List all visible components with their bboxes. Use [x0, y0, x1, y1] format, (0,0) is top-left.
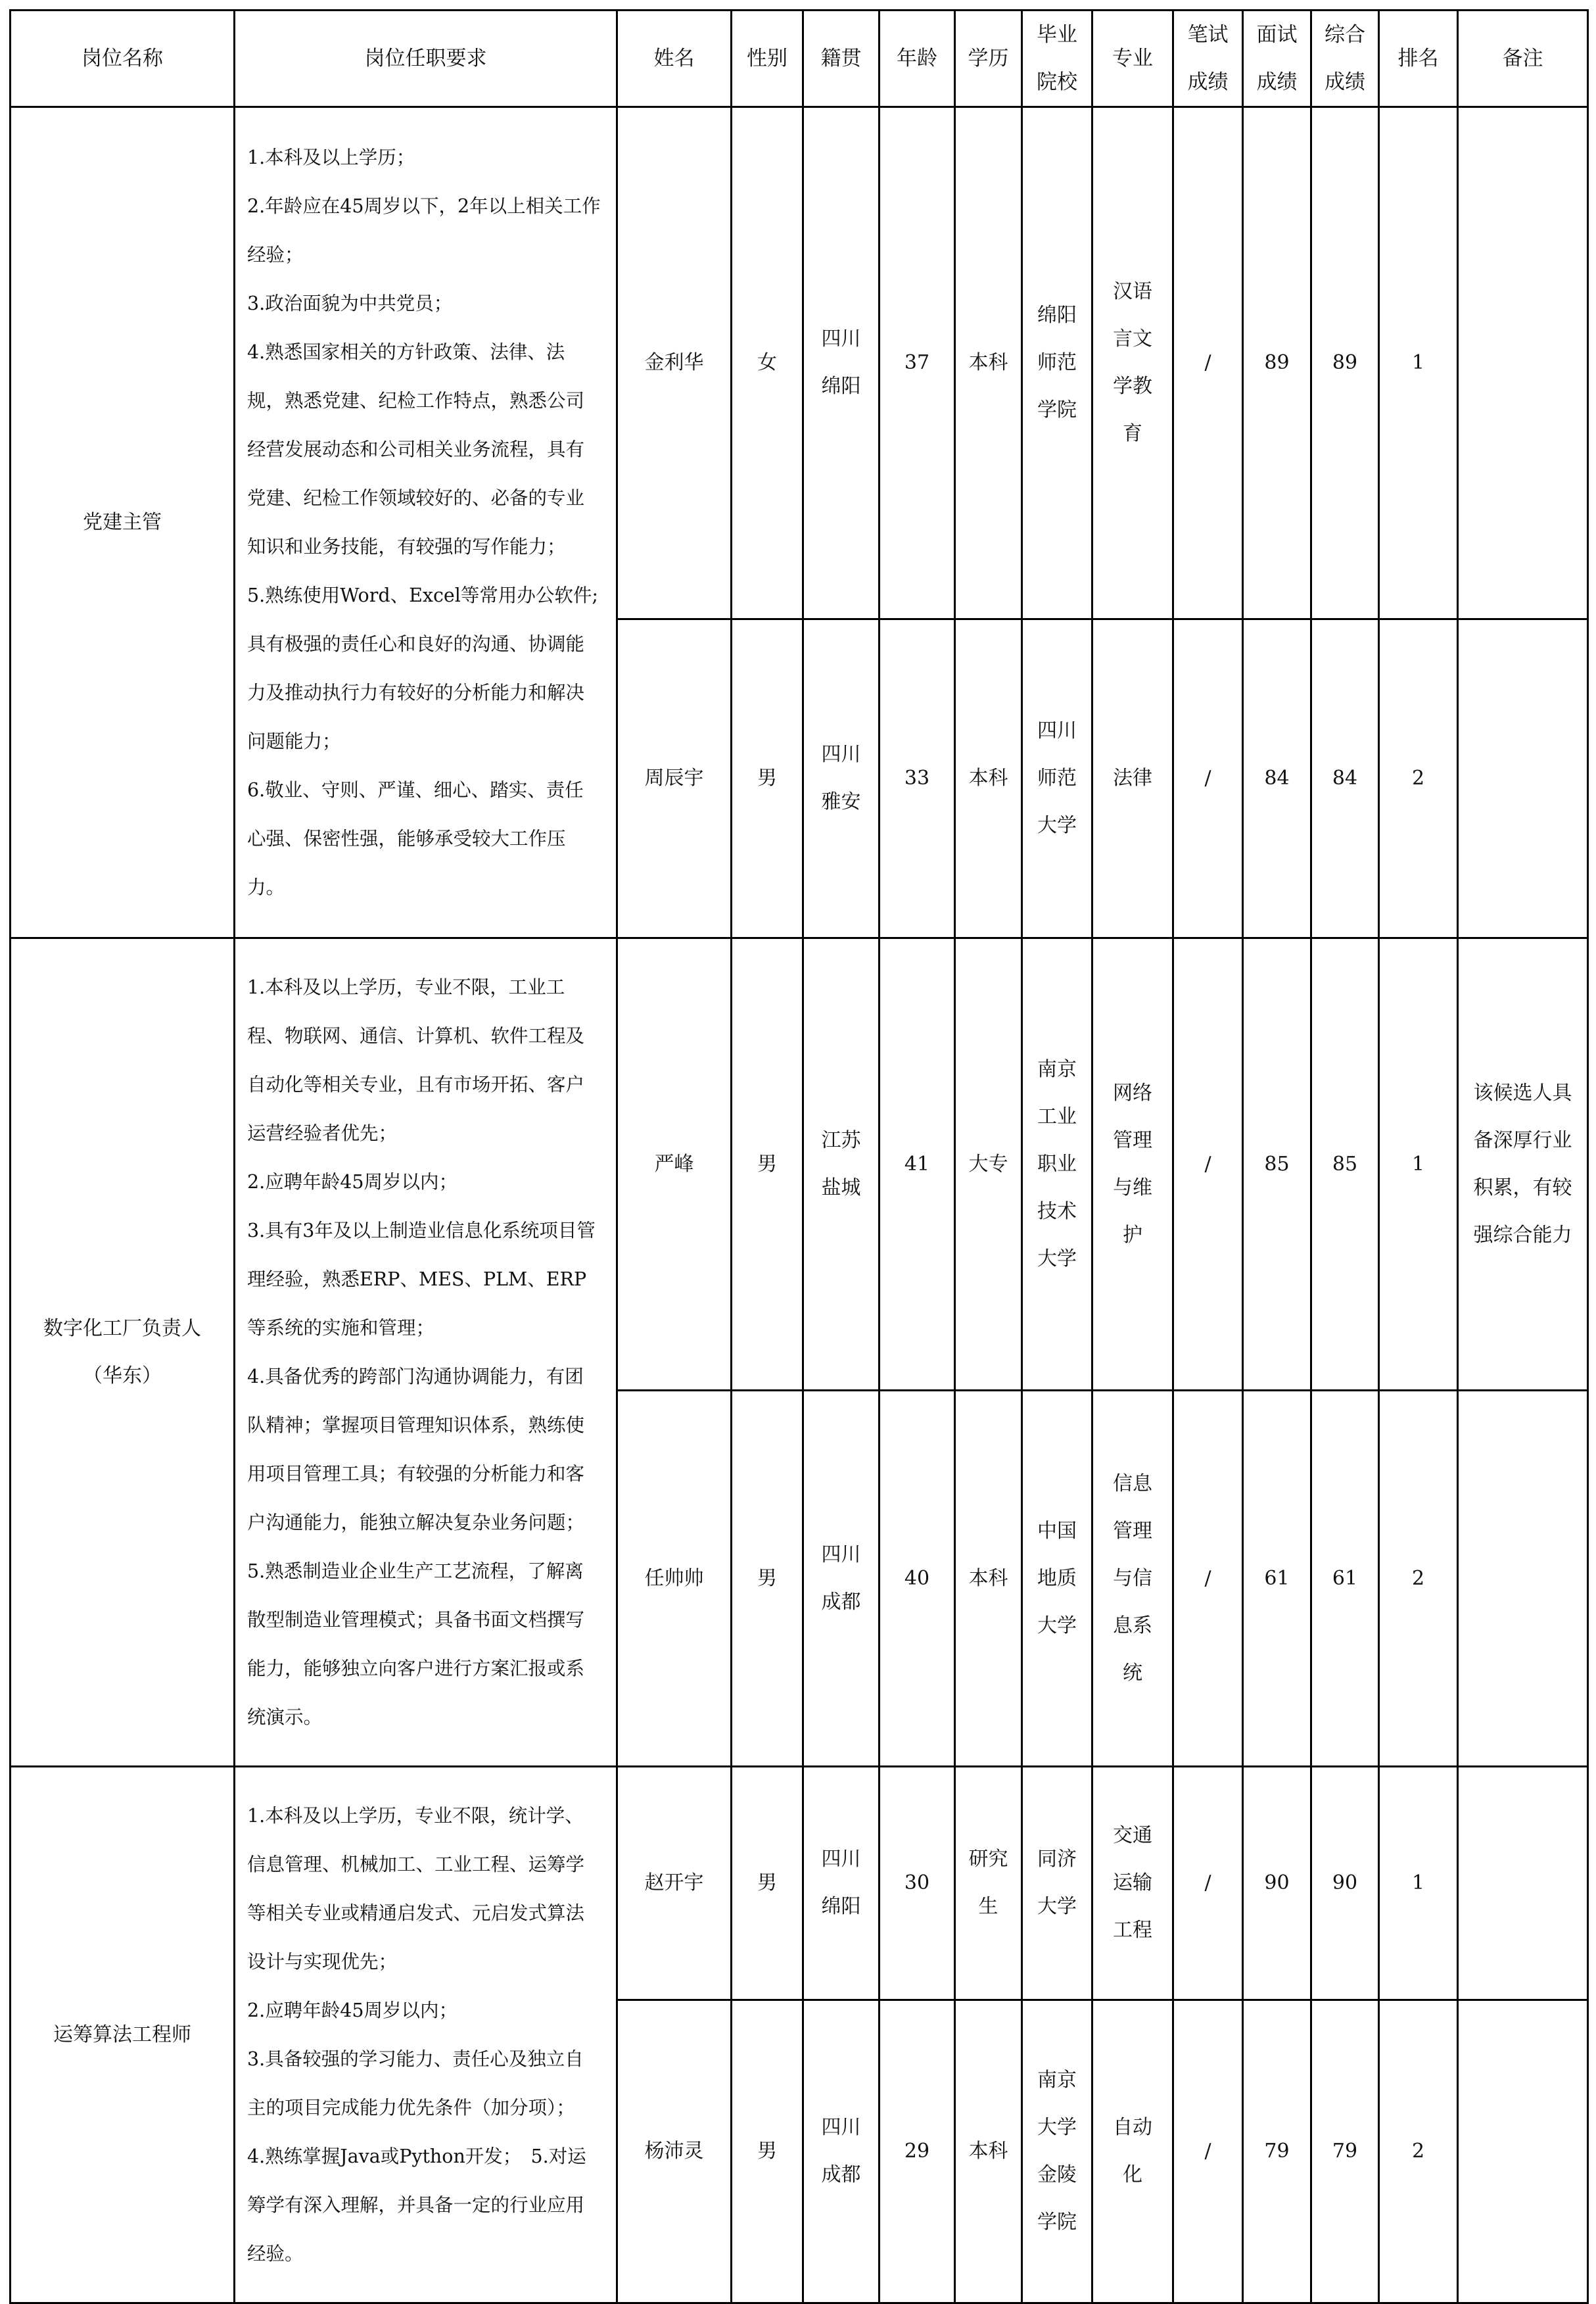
total-score: 89: [1311, 107, 1379, 619]
requirement-item: 3.具备较强的学习能力、责任心及独立自主的项目完成能力优先条件（加分项）；: [247, 2048, 584, 2119]
candidate-hometown-line: 四川: [821, 743, 861, 766]
header-name: 姓名: [617, 11, 732, 107]
position-title: [11, 1767, 235, 2303]
candidate-major-line: 管理: [1113, 1519, 1152, 1543]
candidate-name: 周辰宇: [617, 619, 732, 938]
candidate-school-line: 四川: [1037, 719, 1077, 742]
candidate-school: [1022, 1391, 1092, 1767]
candidate-hometown: [803, 938, 880, 1391]
position-title-line: 运筹算法工程师: [53, 2023, 191, 2046]
candidate-name: 严峰: [617, 938, 732, 1391]
interview-score: 90: [1243, 1767, 1311, 2000]
candidate-remarks: [1458, 619, 1588, 938]
written-score: /: [1173, 619, 1243, 938]
candidate-education: [955, 107, 1022, 619]
header-gender: 性别: [732, 11, 803, 107]
candidate-major: [1092, 619, 1173, 938]
header-row: [11, 11, 1588, 107]
candidate-remarks: 该候选人具备深厚行业积累，有较强综合能力: [1458, 938, 1588, 1391]
candidate-gender: 男: [732, 619, 803, 938]
header-remarks: 备注: [1458, 11, 1588, 107]
candidate-major-line: 管理: [1113, 1128, 1152, 1152]
requirement-item: 4.熟练掌握Java或Python开发； 5.对运筹学有深入理解，并具备一定的行业应用经验。: [247, 2145, 586, 2265]
candidate-education: [955, 619, 1022, 938]
requirement-item: 1.本科及以上学历，专业不限，工业工程、物联网、通信、计算机、软件工程及自动化等相关专业，且有市场开拓、客户运营经验者优先；: [247, 976, 585, 1144]
candidate-remarks: [1458, 2000, 1588, 2303]
header-education: 学历: [955, 11, 1022, 107]
candidate-name: 赵开宇: [617, 1767, 732, 2000]
candidate-age: 29: [880, 2000, 955, 2303]
candidate-school-line: 大学: [1037, 814, 1077, 837]
candidate-school-line: 学院: [1037, 2211, 1077, 2234]
candidate-major-line: 交通: [1113, 1824, 1152, 1847]
candidate-hometown-line: 四川: [821, 1543, 861, 1566]
written-score: /: [1173, 1391, 1243, 1767]
header-written-line: 成绩: [1187, 70, 1229, 94]
candidate-school-line: 绵阳: [1037, 304, 1077, 327]
candidate-education-line: 本科: [968, 767, 1008, 790]
requirement-item: 2.应聘年龄45周岁以内；: [247, 1999, 458, 2021]
candidate-education: [955, 1391, 1022, 1767]
candidate-major-line: 化: [1123, 2163, 1142, 2186]
candidate-hometown-line: 成都: [821, 1590, 861, 1614]
total-score: 61: [1311, 1391, 1379, 1767]
candidate-hometown: [803, 107, 880, 619]
header-rank: 排名: [1379, 11, 1458, 107]
candidate-hometown: [803, 619, 880, 938]
position-title-line: 党建主管: [83, 510, 162, 534]
requirement-item: 3.具有3年及以上制造业信息化系统项目管理经验，熟悉ERP、MES、PLM、ERP等系统的实施和管理；: [247, 1219, 596, 1339]
candidate-school-line: 大学: [1037, 2116, 1077, 2139]
candidate-education-line: 本科: [968, 2140, 1008, 2163]
candidate-age: 41: [880, 938, 955, 1391]
candidate-rank: 1: [1379, 938, 1458, 1391]
interview-score: 84: [1243, 619, 1311, 938]
candidate-name: 杨沛灵: [617, 2000, 732, 2303]
candidate-major-line: 运输: [1113, 1871, 1152, 1894]
candidate-name: 任帅帅: [617, 1391, 732, 1767]
candidate-hometown-line: 成都: [821, 2163, 861, 2186]
interview-score: 79: [1243, 2000, 1311, 2303]
candidate-major-line: 言文: [1113, 327, 1152, 350]
candidate-major-line: 育: [1123, 422, 1142, 445]
candidate-rank: 2: [1379, 619, 1458, 938]
candidate-major-line: 汉语: [1113, 280, 1152, 303]
candidate-major-line: 自动: [1113, 2116, 1152, 2139]
candidate-school-line: 同济: [1037, 1848, 1077, 1871]
candidate-hometown-line: 盐城: [821, 1176, 861, 1199]
requirement-item: 4.熟悉国家相关的方针政策、法律、法规，熟悉党建、纪检工作特点，熟悉公司经营发展动态和公司相关业务流程，具有党建、纪检工作领域较好的、必备的专业知识和业务技能，有较强的写作能力；: [247, 341, 585, 558]
requirement-item: 1.本科及以上学历；: [247, 146, 415, 168]
candidate-name: 金利华: [617, 107, 732, 619]
candidate-hometown-line: 绵阳: [821, 1895, 861, 1918]
candidate-rank: 2: [1379, 1391, 1458, 1767]
candidate-school-line: 师范: [1037, 767, 1077, 790]
requirement-item: 5.熟悉制造业企业生产工艺流程，了解离散型制造业管理模式；具备书面文档撰写能力，能够独立向客户进行方案汇报或系统演示。: [247, 1560, 585, 1728]
candidate-education-line: 本科: [968, 1566, 1008, 1590]
header-position: 岗位名称: [11, 11, 235, 107]
candidate-major: [1092, 1767, 1173, 2000]
written-score: /: [1173, 1767, 1243, 2000]
total-score: 79: [1311, 2000, 1379, 2303]
requirement-item: 4.具备优秀的跨部门沟通协调能力，有团队精神；掌握项目管理知识体系，熟练使用项目管理工具；有较强的分析能力和客户沟通能力，能独立解决复杂业务问题；: [247, 1365, 585, 1533]
header-interview-line: 面试: [1256, 23, 1298, 47]
candidate-hometown-line: 江苏: [821, 1128, 861, 1152]
candidate-education: [955, 2000, 1022, 2303]
candidate-hometown-line: 绵阳: [821, 375, 861, 398]
candidate-major-line: 与维: [1113, 1176, 1152, 1199]
candidate-gender: 男: [732, 2000, 803, 2303]
total-score: 90: [1311, 1767, 1379, 2000]
position-requirements: [235, 107, 617, 938]
header-interview: [1243, 11, 1311, 107]
candidate-school: [1022, 938, 1092, 1391]
position-requirements: [235, 1767, 617, 2303]
candidate-major: [1092, 938, 1173, 1391]
candidate-school-line: 职业: [1037, 1152, 1077, 1176]
candidate-education: [955, 1767, 1022, 2000]
candidate-hometown-line: 四川: [821, 327, 861, 350]
candidate-hometown: [803, 2000, 880, 2303]
candidate-gender: 男: [732, 1767, 803, 2000]
candidate-major-line: 学教: [1113, 375, 1152, 398]
candidate-major: [1092, 1391, 1173, 1767]
candidate-school-line: 师范: [1037, 351, 1077, 374]
table-row: [11, 107, 1588, 619]
candidate-remarks: [1458, 107, 1588, 619]
candidate-school-line: 中国: [1037, 1519, 1077, 1543]
candidate-school-line: 大学: [1037, 1895, 1077, 1918]
candidate-school-line: 大学: [1037, 1614, 1077, 1637]
candidate-school: [1022, 2000, 1092, 2303]
header-written: [1173, 11, 1243, 107]
candidate-ranking-table: [9, 9, 1589, 2304]
header-written-line: 笔试: [1187, 23, 1229, 47]
candidate-education-line: 本科: [968, 351, 1008, 374]
requirement-item: 5.熟练使用Word、Excel等常用办公软件;具有极强的责任心和良好的沟通、协调能力及推动执行力有较好的分析能力和解决问题能力；: [247, 584, 599, 752]
written-score: /: [1173, 107, 1243, 619]
candidate-hometown-line: 雅安: [821, 790, 861, 813]
candidate-school-line: 南京: [1037, 2069, 1077, 2092]
header-school-line: 院校: [1037, 70, 1077, 94]
candidate-major: [1092, 107, 1173, 619]
interview-score: 85: [1243, 938, 1311, 1391]
candidate-education-line: 大专: [968, 1152, 1008, 1176]
position-title: [11, 107, 235, 938]
table-body: [11, 107, 1588, 2303]
candidate-gender: 女: [732, 107, 803, 619]
written-score: /: [1173, 938, 1243, 1391]
interview-score: 61: [1243, 1391, 1311, 1767]
requirement-item: 3.政治面貌为中共党员；: [247, 292, 453, 314]
candidate-hometown-line: 四川: [821, 1848, 861, 1871]
candidate-rank: 1: [1379, 107, 1458, 619]
candidate-age: 30: [880, 1767, 955, 2000]
candidate-major-line: 信息: [1113, 1472, 1152, 1495]
header-total-line: 成绩: [1325, 70, 1365, 94]
header-interview-line: 成绩: [1256, 70, 1298, 94]
position-title-line: 数字化工厂负责人: [43, 1316, 201, 1340]
interview-score: 89: [1243, 107, 1311, 619]
candidate-school-line: 工业: [1037, 1105, 1077, 1128]
position-requirements: [235, 938, 617, 1767]
candidate-school: [1022, 1767, 1092, 2000]
candidate-school: [1022, 107, 1092, 619]
candidate-school-line: 学院: [1037, 398, 1077, 421]
header-age: 年龄: [880, 11, 955, 107]
candidate-major: [1092, 2000, 1173, 2303]
candidate-hometown: [803, 1391, 880, 1767]
candidate-major-line: 网络: [1113, 1081, 1152, 1105]
candidate-hometown: [803, 1767, 880, 2000]
candidate-school-line: 大学: [1037, 1247, 1077, 1270]
table-row: [11, 938, 1588, 1391]
header-school-line: 毕业: [1037, 23, 1077, 47]
candidate-age: 37: [880, 107, 955, 619]
candidate-age: 33: [880, 619, 955, 938]
candidate-education: [955, 938, 1022, 1391]
candidate-school: [1022, 619, 1092, 938]
requirement-item: 1.本科及以上学历，专业不限，统计学、信息管理、机械加工、工业工程、运筹学等相关专业或精通启发式、元启发式算法设计与实现优先；: [247, 1804, 585, 1973]
candidate-major-line: 与信: [1113, 1566, 1152, 1590]
candidate-education-line: 生: [978, 1895, 998, 1918]
candidate-remarks: [1458, 1767, 1588, 2000]
candidate-major-line: 法律: [1113, 767, 1152, 790]
candidate-rank: 2: [1379, 2000, 1458, 2303]
requirement-item: 2.年龄应在45周岁以下，2年以上相关工作经验；: [247, 195, 601, 266]
position-title-line: （华东）: [83, 1364, 162, 1387]
header-total-line: 综合: [1325, 23, 1365, 47]
header-requirements: 岗位任职要求: [235, 11, 617, 107]
total-score: 84: [1311, 619, 1379, 938]
candidate-age: 40: [880, 1391, 955, 1767]
written-score: /: [1173, 2000, 1243, 2303]
candidate-school-line: 技术: [1037, 1199, 1077, 1223]
candidate-gender: 男: [732, 1391, 803, 1767]
candidate-major-line: 息系: [1113, 1614, 1152, 1637]
candidate-gender: 男: [732, 938, 803, 1391]
header-hometown: 籍贯: [803, 11, 880, 107]
requirement-item: 6.敬业、守则、严谨、细心、踏实、责任心强、保密性强，能够承受较大工作压力。: [247, 779, 584, 898]
candidate-school-line: 南京: [1037, 1057, 1077, 1081]
position-title: [11, 938, 235, 1767]
candidate-major-line: 护: [1123, 1223, 1142, 1247]
candidate-hometown-line: 四川: [821, 2116, 861, 2139]
header-major: 专业: [1092, 11, 1173, 107]
candidate-major-line: 统: [1123, 1661, 1142, 1685]
header-school: [1022, 11, 1092, 107]
candidate-education-line: 研究: [968, 1848, 1008, 1871]
requirement-item: 2.应聘年龄45周岁以内；: [247, 1170, 458, 1193]
candidate-remarks: [1458, 1391, 1588, 1767]
candidate-school-line: 金陵: [1037, 2163, 1077, 2186]
candidate-school-line: 地质: [1037, 1566, 1077, 1590]
total-score: 85: [1311, 938, 1379, 1391]
header-total: [1311, 11, 1379, 107]
candidate-rank: 1: [1379, 1767, 1458, 2000]
candidate-major-line: 工程: [1113, 1919, 1152, 1942]
table-row: [11, 1767, 1588, 2000]
